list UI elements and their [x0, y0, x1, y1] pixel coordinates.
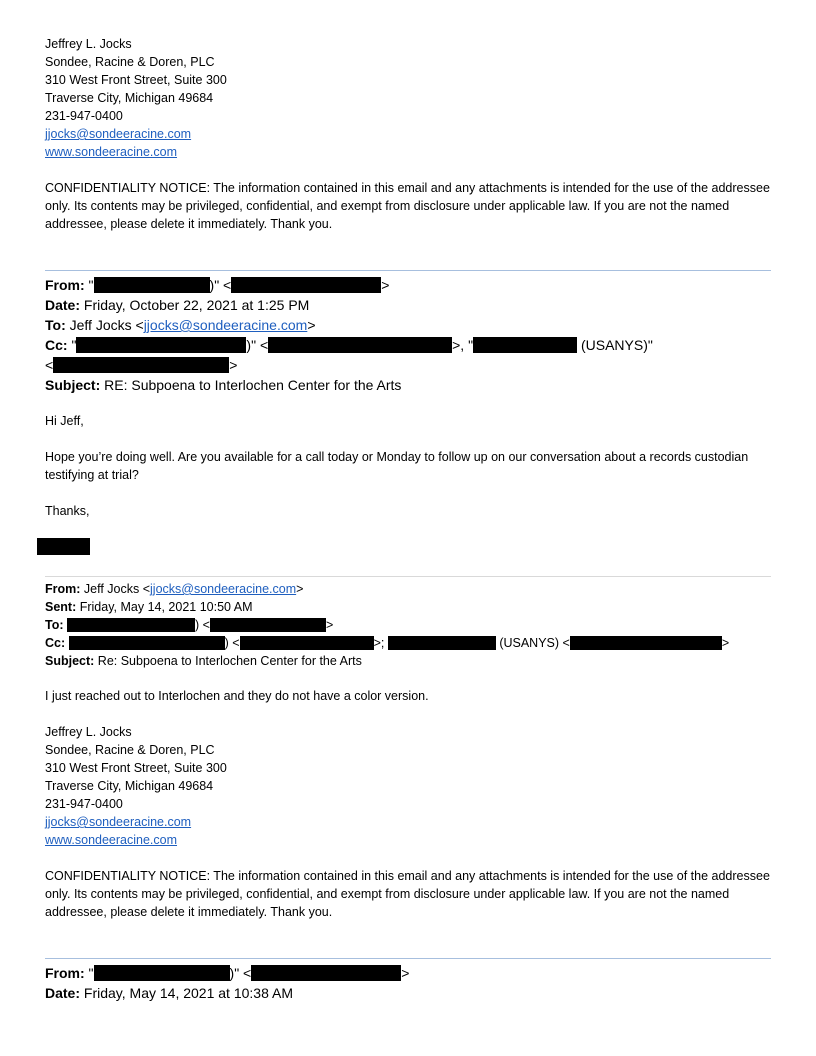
redaction-box	[94, 965, 230, 981]
from-label: From:	[45, 965, 85, 981]
signature-email-link[interactable]: jjocks@sondeeracine.com	[45, 815, 192, 829]
sent-value: Friday, May 14, 2021 10:50 AM	[79, 600, 253, 614]
email-header-2	[45, 580, 771, 670]
redaction-box	[268, 337, 452, 353]
redaction-box	[69, 636, 225, 650]
date-label: Date:	[45, 985, 81, 1001]
date-row	[45, 295, 771, 315]
subject-row	[45, 375, 771, 395]
date-value: Friday, October 22, 2021 at 1:25 PM	[83, 297, 310, 313]
from-label: From:	[45, 277, 85, 293]
signature-block-bottom	[45, 723, 771, 849]
cc-usanys: (USANYS)"	[580, 337, 653, 353]
redaction-box	[94, 277, 210, 293]
from-label: From:	[45, 582, 81, 596]
to-email-link[interactable]: jjocks@sondeeracine.com	[143, 317, 308, 333]
email-body: I just reached out to Interlochen and they do not have a color version.	[45, 689, 429, 703]
redaction-box	[570, 636, 722, 650]
confidentiality-notice: CONFIDENTIALITY NOTICE: The information contained in this email and any attachments is intended for the use of the addressee only. Its contents may be privileged, confidential, and exempt from disclosure under applicable law. If you are not the named addressee, please delete it immediately. Thank you.	[45, 181, 770, 231]
greeting: Hi Jeff,	[45, 414, 84, 428]
signature-address-line1: 310 West Front Street, Suite 300	[45, 761, 227, 775]
message-separator	[45, 270, 771, 271]
redaction-box	[473, 337, 577, 353]
redaction-box	[240, 636, 374, 650]
signature-name: Jeffrey L. Jocks	[45, 37, 132, 51]
signature-firm: Sondee, Racine & Doren, PLC	[45, 743, 215, 757]
signature-website-link[interactable]: www.sondeeracine.com	[45, 145, 178, 159]
signature-phone: 231-947-0400	[45, 109, 123, 123]
confidentiality-notice: CONFIDENTIALITY NOTICE: The information contained in this email and any attachments is intended for the use of the addressee only. Its contents may be privileged, confidential, and exempt from disclosure under applicable law. If you are not the named addressee, please delete it immediately. Thank you.	[45, 869, 770, 919]
signature-firm: Sondee, Racine & Doren, PLC	[45, 55, 215, 69]
cc-row: Cc: ) < >; (USANYS) < >	[45, 636, 730, 650]
signature-name: Jeffrey L. Jocks	[45, 725, 132, 739]
message-separator	[45, 576, 771, 577]
redaction-box	[388, 636, 496, 650]
redaction-box	[67, 618, 195, 632]
from-close: >	[296, 582, 304, 596]
redaction-box	[53, 357, 229, 373]
from-name: Jeff Jocks <	[83, 582, 151, 596]
signature-address-line2: Traverse City, Michigan 49684	[45, 779, 214, 793]
redaction-box	[210, 618, 326, 632]
signature-block-top	[45, 35, 771, 161]
redaction-box	[251, 965, 401, 981]
email-header-3	[45, 963, 771, 1003]
subject-label: Subject:	[45, 654, 95, 668]
to-label: To:	[45, 317, 66, 333]
subject-value: Re: Subpoena to Interlochen Center for the Arts	[97, 654, 362, 668]
cc-row-continued: < >	[45, 357, 238, 373]
from-row: From: " )" < >	[45, 277, 390, 293]
email-header-1	[45, 275, 771, 395]
to-name: Jeff Jocks <	[69, 317, 144, 333]
closing: Thanks,	[45, 504, 90, 518]
redaction-box	[231, 277, 381, 293]
subject-row	[45, 652, 771, 670]
cc-usanys: (USANYS) <	[499, 636, 570, 650]
redaction-box-signature	[37, 538, 90, 555]
subject-label: Subject:	[45, 377, 101, 393]
signature-address-line2: Traverse City, Michigan 49684	[45, 91, 214, 105]
sent-label: Sent:	[45, 600, 77, 614]
from-row	[45, 580, 771, 598]
signature-website-link[interactable]: www.sondeeracine.com	[45, 833, 178, 847]
signature-email-link[interactable]: jjocks@sondeeracine.com	[45, 127, 192, 141]
cc-label: Cc:	[45, 337, 68, 353]
to-label: To:	[45, 618, 64, 632]
email-body: Hope you’re doing well. Are you available for a call today or Monday to follow up on our conversation about a records custodian testifying at trial?	[45, 450, 749, 482]
signature-phone: 231-947-0400	[45, 797, 123, 811]
from-row: From: " )" < >	[45, 965, 410, 981]
date-row	[45, 983, 771, 1003]
to-close: >	[307, 317, 316, 333]
signature-address-line1: 310 West Front Street, Suite 300	[45, 73, 227, 87]
subject-value: RE: Subpoena to Interlochen Center for the Arts	[104, 377, 402, 393]
from-email-link[interactable]: jjocks@sondeeracine.com	[150, 582, 297, 596]
to-row: To: ) < >	[45, 618, 334, 632]
date-value: Friday, May 14, 2021 at 10:38 AM	[83, 985, 293, 1001]
date-label: Date:	[45, 297, 81, 313]
sent-row	[45, 598, 771, 616]
cc-label: Cc:	[45, 636, 66, 650]
redaction-box	[76, 337, 246, 353]
to-row	[45, 315, 771, 335]
cc-row: Cc: " )" < >, " (USANYS)"	[45, 337, 653, 353]
message-separator	[45, 958, 771, 959]
